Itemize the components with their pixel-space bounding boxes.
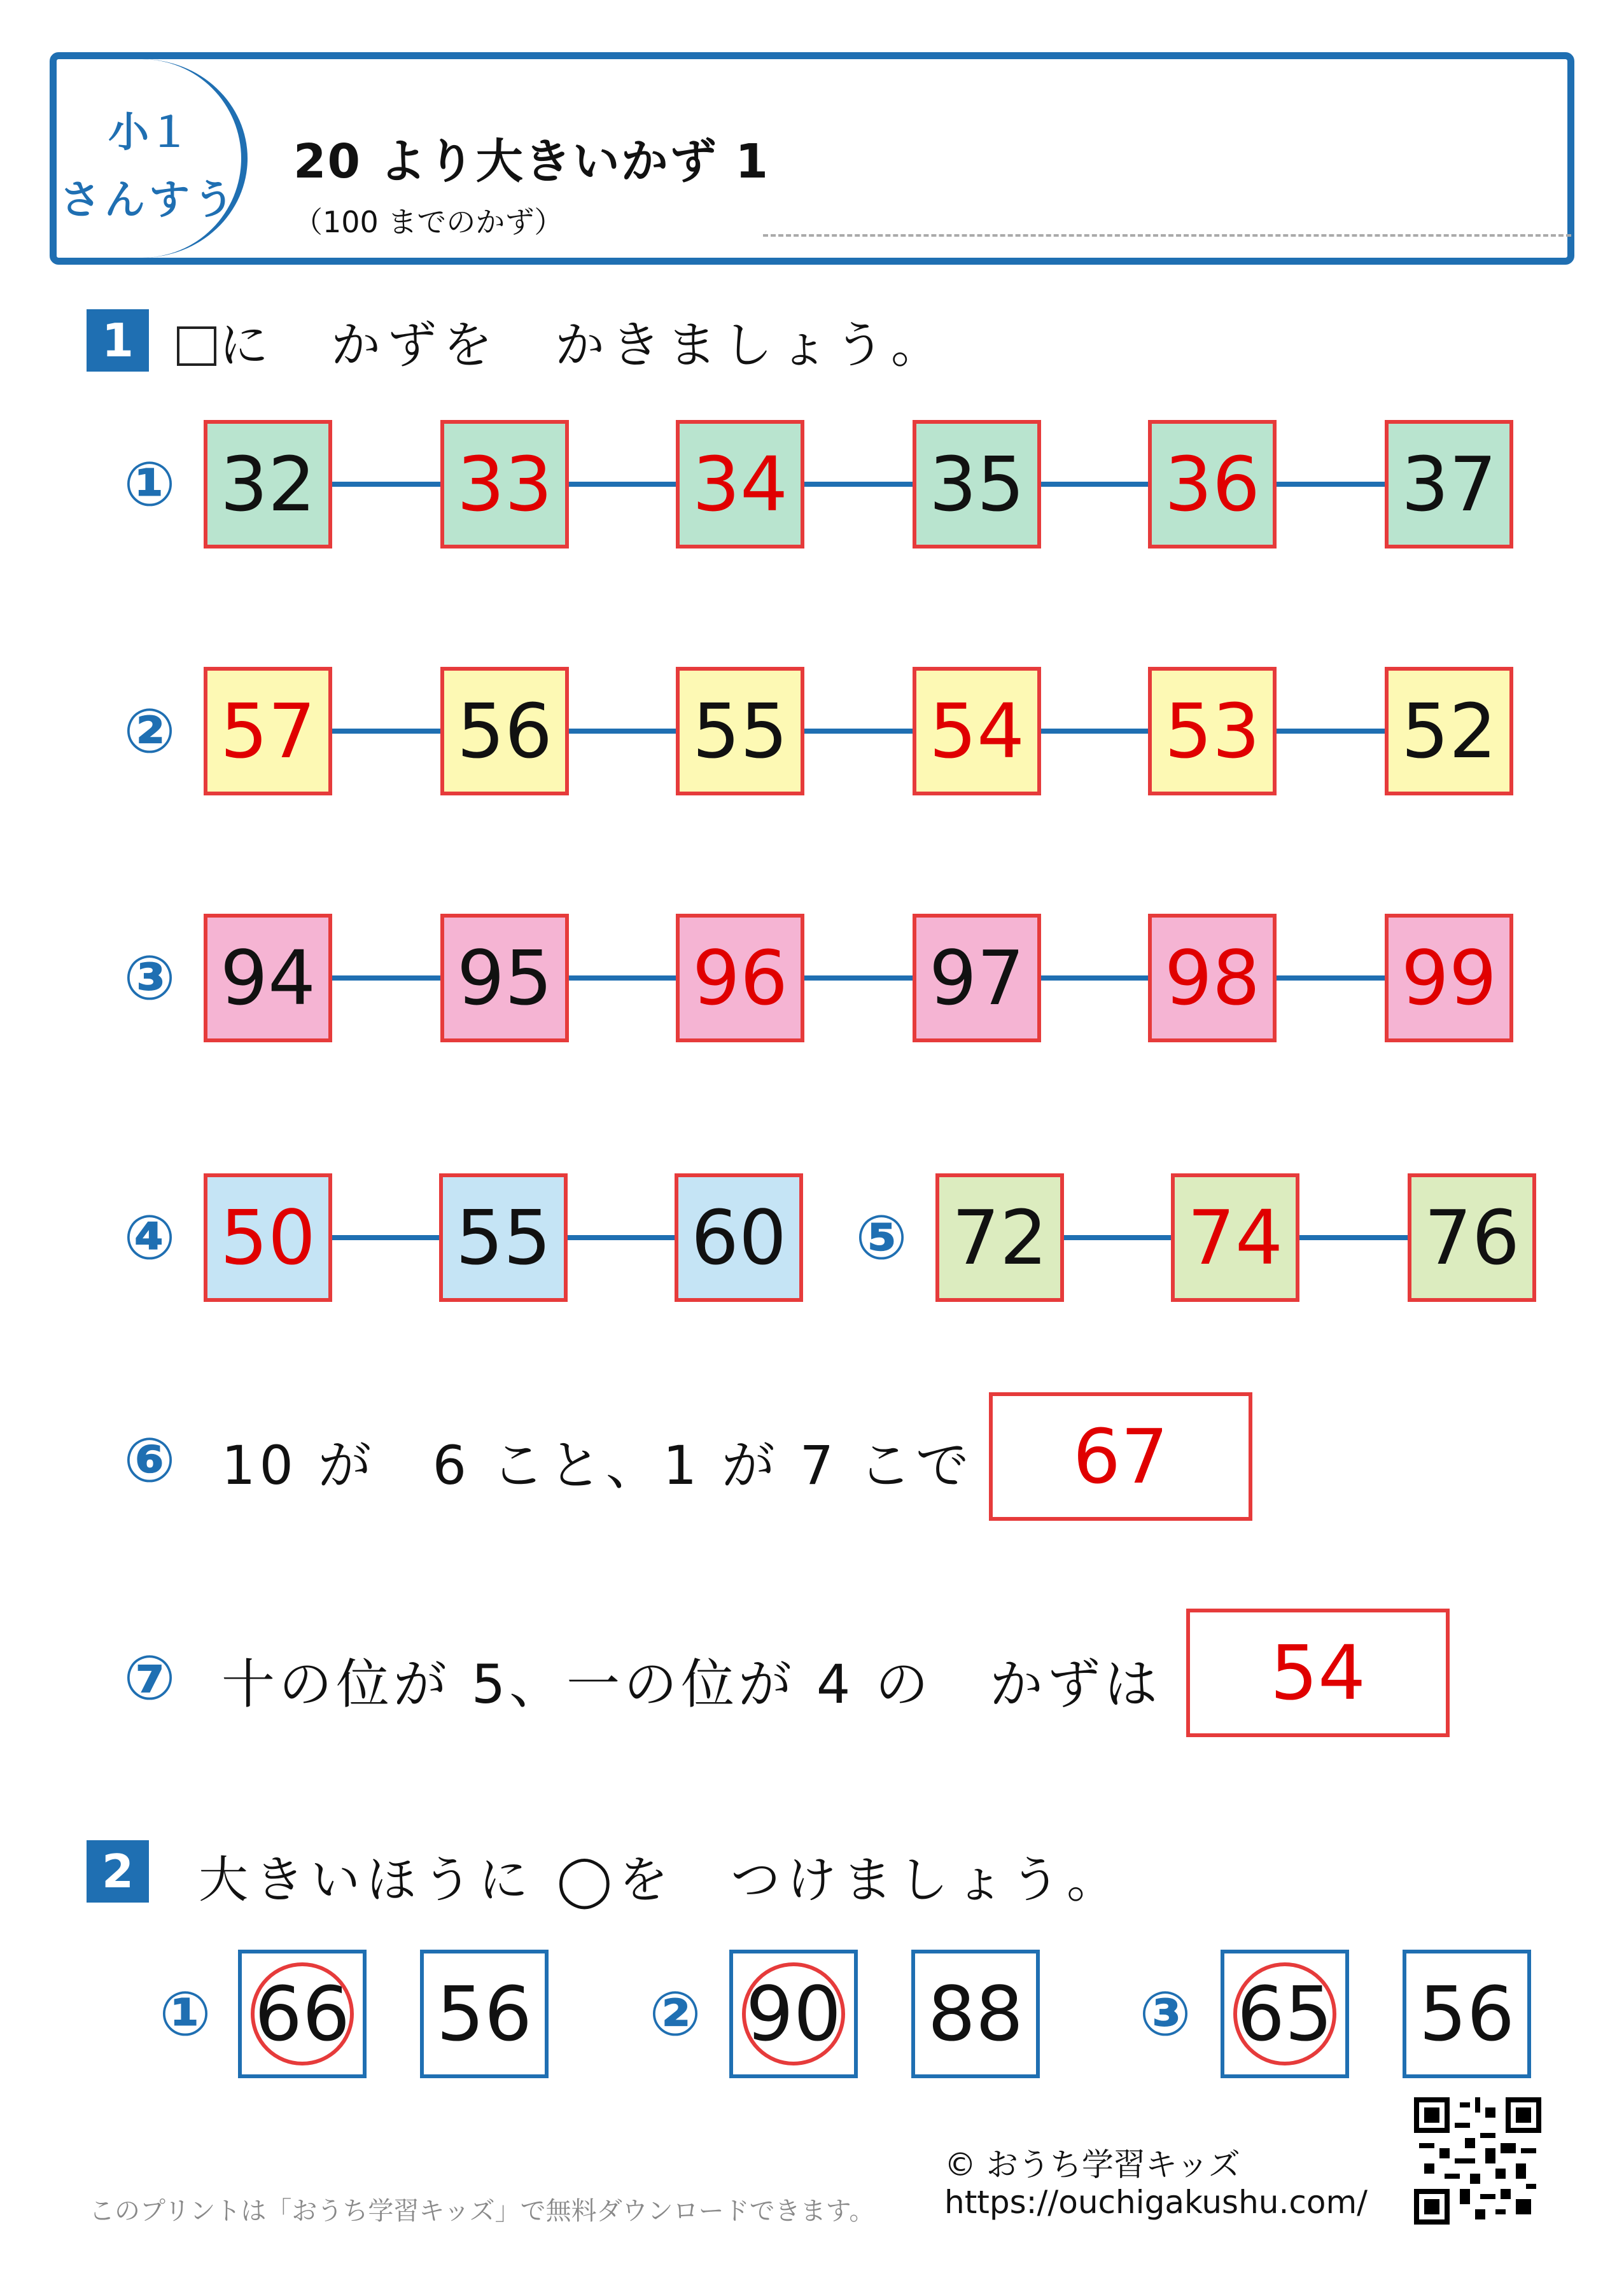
row-1-box-4: 35 <box>913 420 1041 549</box>
question-6-text: 10 が 6 こと、1 が 7 こで <box>221 1434 973 1497</box>
row-5-box-1: 72 <box>935 1173 1064 1302</box>
compare-1-right-box[interactable]: 56 <box>420 1950 549 2078</box>
row-3-box-6[interactable]: 99 <box>1385 914 1513 1042</box>
compare-3-number: ③ <box>1139 1978 1191 2050</box>
question-7-text: 十の位が 5、一の位が 4 の かずは <box>221 1653 1161 1715</box>
footer-url[interactable]: https://ouchigakushu.com/ <box>944 2184 1368 2221</box>
row-4-box-1[interactable]: 50 <box>204 1173 332 1302</box>
row-4-number: ④ <box>123 1202 176 1273</box>
compare-1-left-box[interactable]: 66 <box>238 1950 367 2078</box>
question-7-answer-box[interactable]: 54 <box>1186 1609 1450 1737</box>
compare-2-answer-circle <box>742 1962 845 2065</box>
row-1-box-6: 37 <box>1385 420 1513 549</box>
compare-1-answer-circle <box>251 1962 354 2065</box>
grade-label: 小１ <box>108 109 190 157</box>
section-1-badge: 1 <box>87 309 149 372</box>
row-2-box-5[interactable]: 53 <box>1148 667 1277 795</box>
compare-1-number: ① <box>159 1978 211 2050</box>
row-1-box-3[interactable]: 34 <box>676 420 804 549</box>
question-6-number: ⑥ <box>123 1425 176 1496</box>
row-2-box-2: 56 <box>440 667 569 795</box>
row-1-box-1: 32 <box>204 420 332 549</box>
name-write-line <box>763 234 1571 237</box>
subject-label: さんすう <box>60 177 238 224</box>
compare-3-answer-circle <box>1233 1962 1336 2065</box>
row-2-box-4[interactable]: 54 <box>913 667 1041 795</box>
compare-2-left-box[interactable]: 90 <box>729 1950 858 2078</box>
compare-2-right-box[interactable]: 88 <box>911 1950 1040 2078</box>
row-1-number: ① <box>123 449 176 520</box>
blank-box-icon <box>177 326 216 366</box>
row-3-box-3[interactable]: 96 <box>676 914 804 1042</box>
section-1-instruction: に かずを かきましょう。 <box>177 305 947 377</box>
section-2-instruction: 大きいほうに ◯を つけましょう。 <box>199 1852 1123 1909</box>
question-6-answer-box[interactable]: 67 <box>989 1392 1252 1521</box>
row-3-number: ③ <box>123 942 176 1014</box>
row-2-number: ② <box>123 695 176 767</box>
row-1-box-5[interactable]: 36 <box>1148 420 1277 549</box>
compare-3-left-box[interactable]: 65 <box>1221 1950 1349 2078</box>
footer-copyright: © おうち学習キッズ <box>944 2146 1240 2183</box>
grade-panel <box>57 59 248 258</box>
section-2-badge: 2 <box>87 1840 149 1903</box>
row-2-box-1[interactable]: 57 <box>204 667 332 795</box>
compare-3-right-box[interactable]: 56 <box>1403 1950 1531 2078</box>
row-3-box-4: 97 <box>913 914 1041 1042</box>
row-5-box-3: 76 <box>1408 1173 1536 1302</box>
row-5-box-2[interactable]: 74 <box>1171 1173 1299 1302</box>
row-4-box-3: 60 <box>675 1173 803 1302</box>
compare-2-number: ② <box>649 1978 701 2050</box>
row-2-box-3: 55 <box>676 667 804 795</box>
worksheet-title: 20 より大きいかず 1 <box>293 134 769 189</box>
worksheet-header <box>50 52 1574 265</box>
row-3-box-5[interactable]: 98 <box>1148 914 1277 1042</box>
row-1-box-2[interactable]: 33 <box>440 420 569 549</box>
row-4-box-2: 55 <box>439 1173 568 1302</box>
row-5-number: ⑤ <box>855 1202 907 1273</box>
row-2-box-6: 52 <box>1385 667 1513 795</box>
question-7-number: ⑦ <box>123 1642 176 1714</box>
footer-note: このプリントは「おうち学習キッズ」で無料ダウンロードできます。 <box>89 2197 875 2226</box>
row-3-box-2: 95 <box>440 914 569 1042</box>
worksheet-subtitle: （100 までのかず） <box>293 205 564 239</box>
row-3-box-1: 94 <box>204 914 332 1042</box>
qr-code-icon <box>1414 2097 1541 2225</box>
